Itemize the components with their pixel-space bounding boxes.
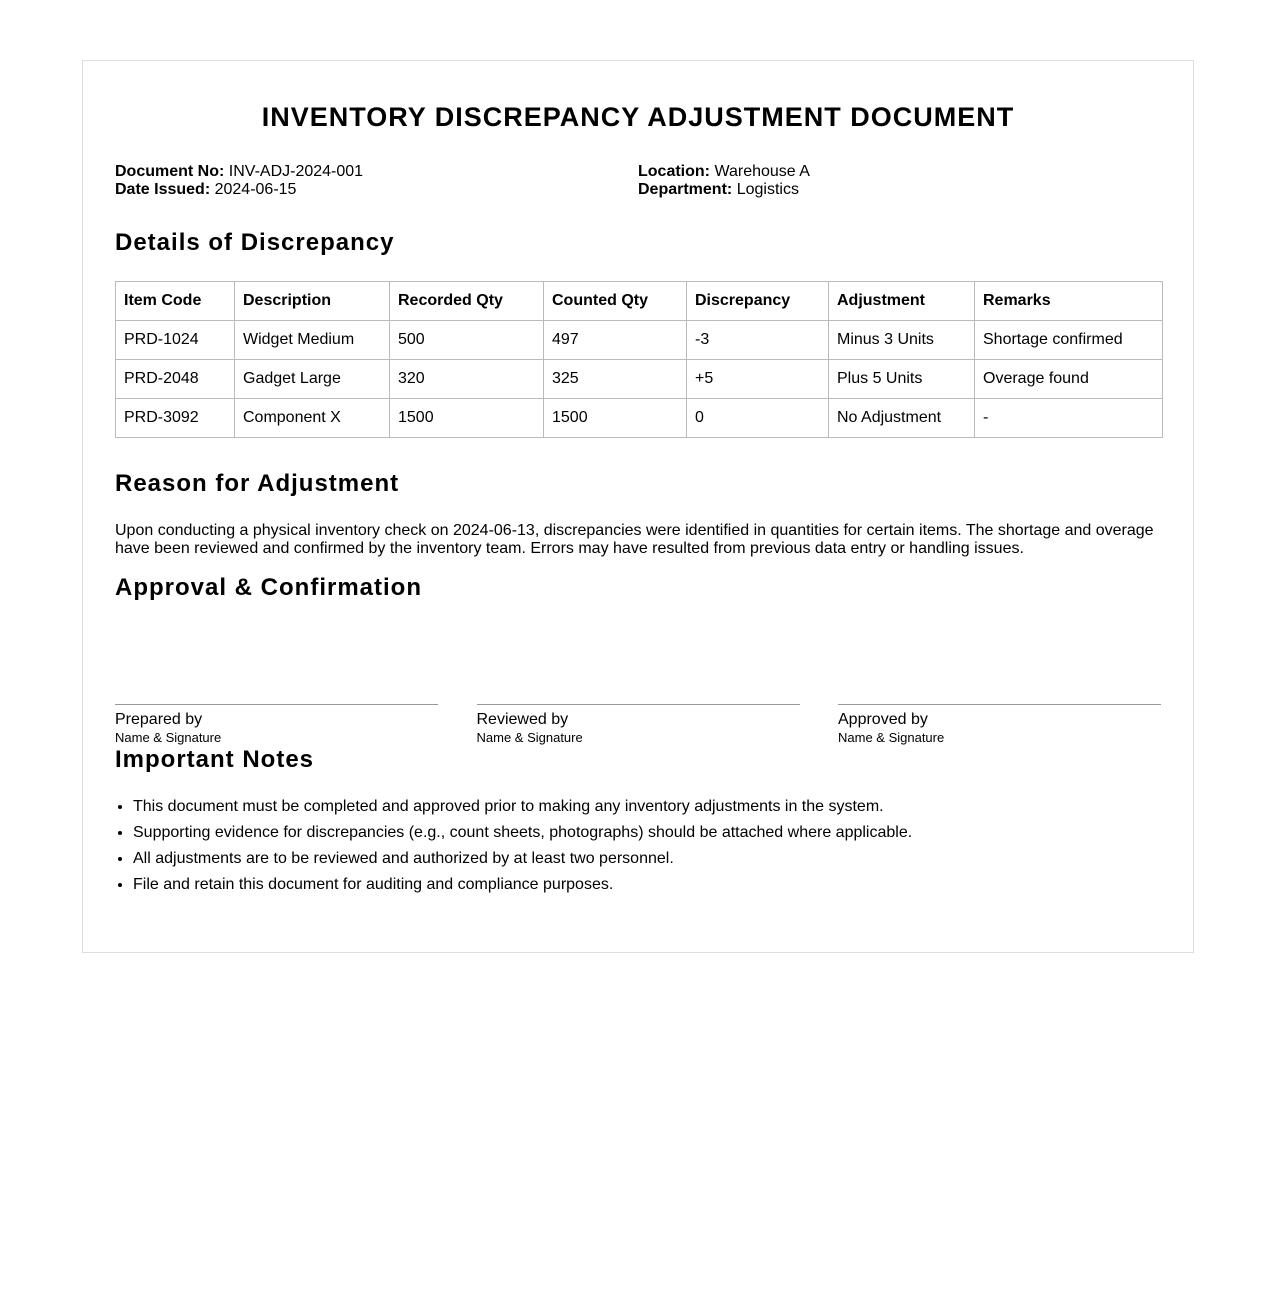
signature-prepared-by: [115, 704, 438, 746]
meta-department: [638, 181, 1161, 199]
location-label: Location:: [638, 163, 710, 180]
column-header: Recorded Qty: [390, 282, 544, 321]
table-cell: 1500: [390, 399, 544, 438]
column-header: Item Code: [116, 282, 235, 321]
table-cell: 320: [390, 360, 544, 399]
signature-caption: Name & Signature: [476, 730, 583, 745]
table-cell: PRD-3092: [116, 399, 235, 438]
table-row: [116, 360, 1163, 399]
table-cell: PRD-2048: [116, 360, 235, 399]
table-cell: 0: [687, 399, 829, 438]
reason-text: Upon conducting a physical inventory check on 2024-06-13, discrepancies were identified in quantities for certain items. The shortage and overage have been reviewed and confirmed by the inventory team. Errors may have resulted from previous data entry or handling issues.: [115, 522, 1154, 557]
table-cell: -: [975, 399, 1163, 438]
column-header: Counted Qty: [544, 282, 687, 321]
table-row: [116, 321, 1163, 360]
document-title: INVENTORY DISCREPANCY ADJUSTMENT DOCUMENT: [261, 102, 1015, 132]
meta-location: [638, 163, 1161, 181]
list-item: • This document must be completed and approved prior to making any inventory adjustments in the system.: [133, 798, 1161, 816]
reason-heading: Reason for Adjustment: [115, 470, 400, 497]
table-cell: 325: [544, 360, 687, 399]
table-cell: Widget Medium: [235, 321, 390, 360]
table-row: [116, 399, 1163, 438]
notes-list: [115, 798, 1161, 894]
notes-heading: Important Notes: [115, 746, 315, 773]
column-header: Discrepancy: [687, 282, 829, 321]
table-cell: PRD-1024: [116, 321, 235, 360]
list-item: • All adjustments are to be reviewed and authorized by at least two personnel.: [133, 850, 1161, 868]
approval-heading: Approval & Confirmation: [115, 574, 423, 601]
table-cell: -3: [687, 321, 829, 360]
column-header: Description: [235, 282, 390, 321]
signature-approved-by: [838, 704, 1161, 746]
table-cell: Overage found: [975, 360, 1163, 399]
table-cell: +5: [687, 360, 829, 399]
signature-role: Reviewed by: [476, 711, 569, 728]
table-cell: Component X: [235, 399, 390, 438]
details-heading: Details of Discrepancy: [115, 229, 395, 256]
signature-caption: Name & Signature: [838, 730, 945, 745]
signature-reviewed-by: [477, 704, 800, 746]
list-item: • Supporting evidence for discrepancies (e.g., count sheets, photographs) should be attached where applicable.: [133, 824, 1161, 842]
table-cell: 500: [390, 321, 544, 360]
table-cell: Gadget Large: [235, 360, 390, 399]
table-cell: 1500: [544, 399, 687, 438]
document-no-label: Document No:: [115, 163, 225, 180]
column-header: Adjustment: [829, 282, 975, 321]
table-cell: 497: [544, 321, 687, 360]
discrepancy-table: [115, 281, 1163, 438]
meta-document-no: [115, 163, 638, 181]
table-cell: Shortage confirmed: [975, 321, 1163, 360]
list-item: • File and retain this document for auditing and compliance purposes.: [133, 876, 1161, 894]
document-no-value: INV-ADJ-2024-001: [228, 163, 364, 180]
document-meta: [115, 163, 1161, 199]
table-cell: Plus 5 Units: [829, 360, 975, 399]
meta-right: [638, 163, 1161, 199]
department-label: Department:: [638, 181, 733, 198]
meta-date-issued: [115, 181, 638, 199]
signature-role: Approved by: [838, 711, 928, 728]
date-issued-value: 2024-06-15: [214, 181, 297, 198]
signature-role: Prepared by: [115, 711, 203, 728]
department-value: Logistics: [736, 181, 799, 198]
signature-block: [115, 704, 1161, 746]
signature-caption: Name & Signature: [115, 730, 222, 745]
location-value: Warehouse A: [714, 163, 810, 180]
meta-left: [115, 163, 638, 199]
table-header-row: [116, 282, 1163, 321]
date-issued-label: Date Issued:: [115, 181, 211, 198]
column-header: Remarks: [975, 282, 1163, 321]
table-cell: No Adjustment: [829, 399, 975, 438]
document-page: [82, 60, 1194, 953]
table-cell: Minus 3 Units: [829, 321, 975, 360]
